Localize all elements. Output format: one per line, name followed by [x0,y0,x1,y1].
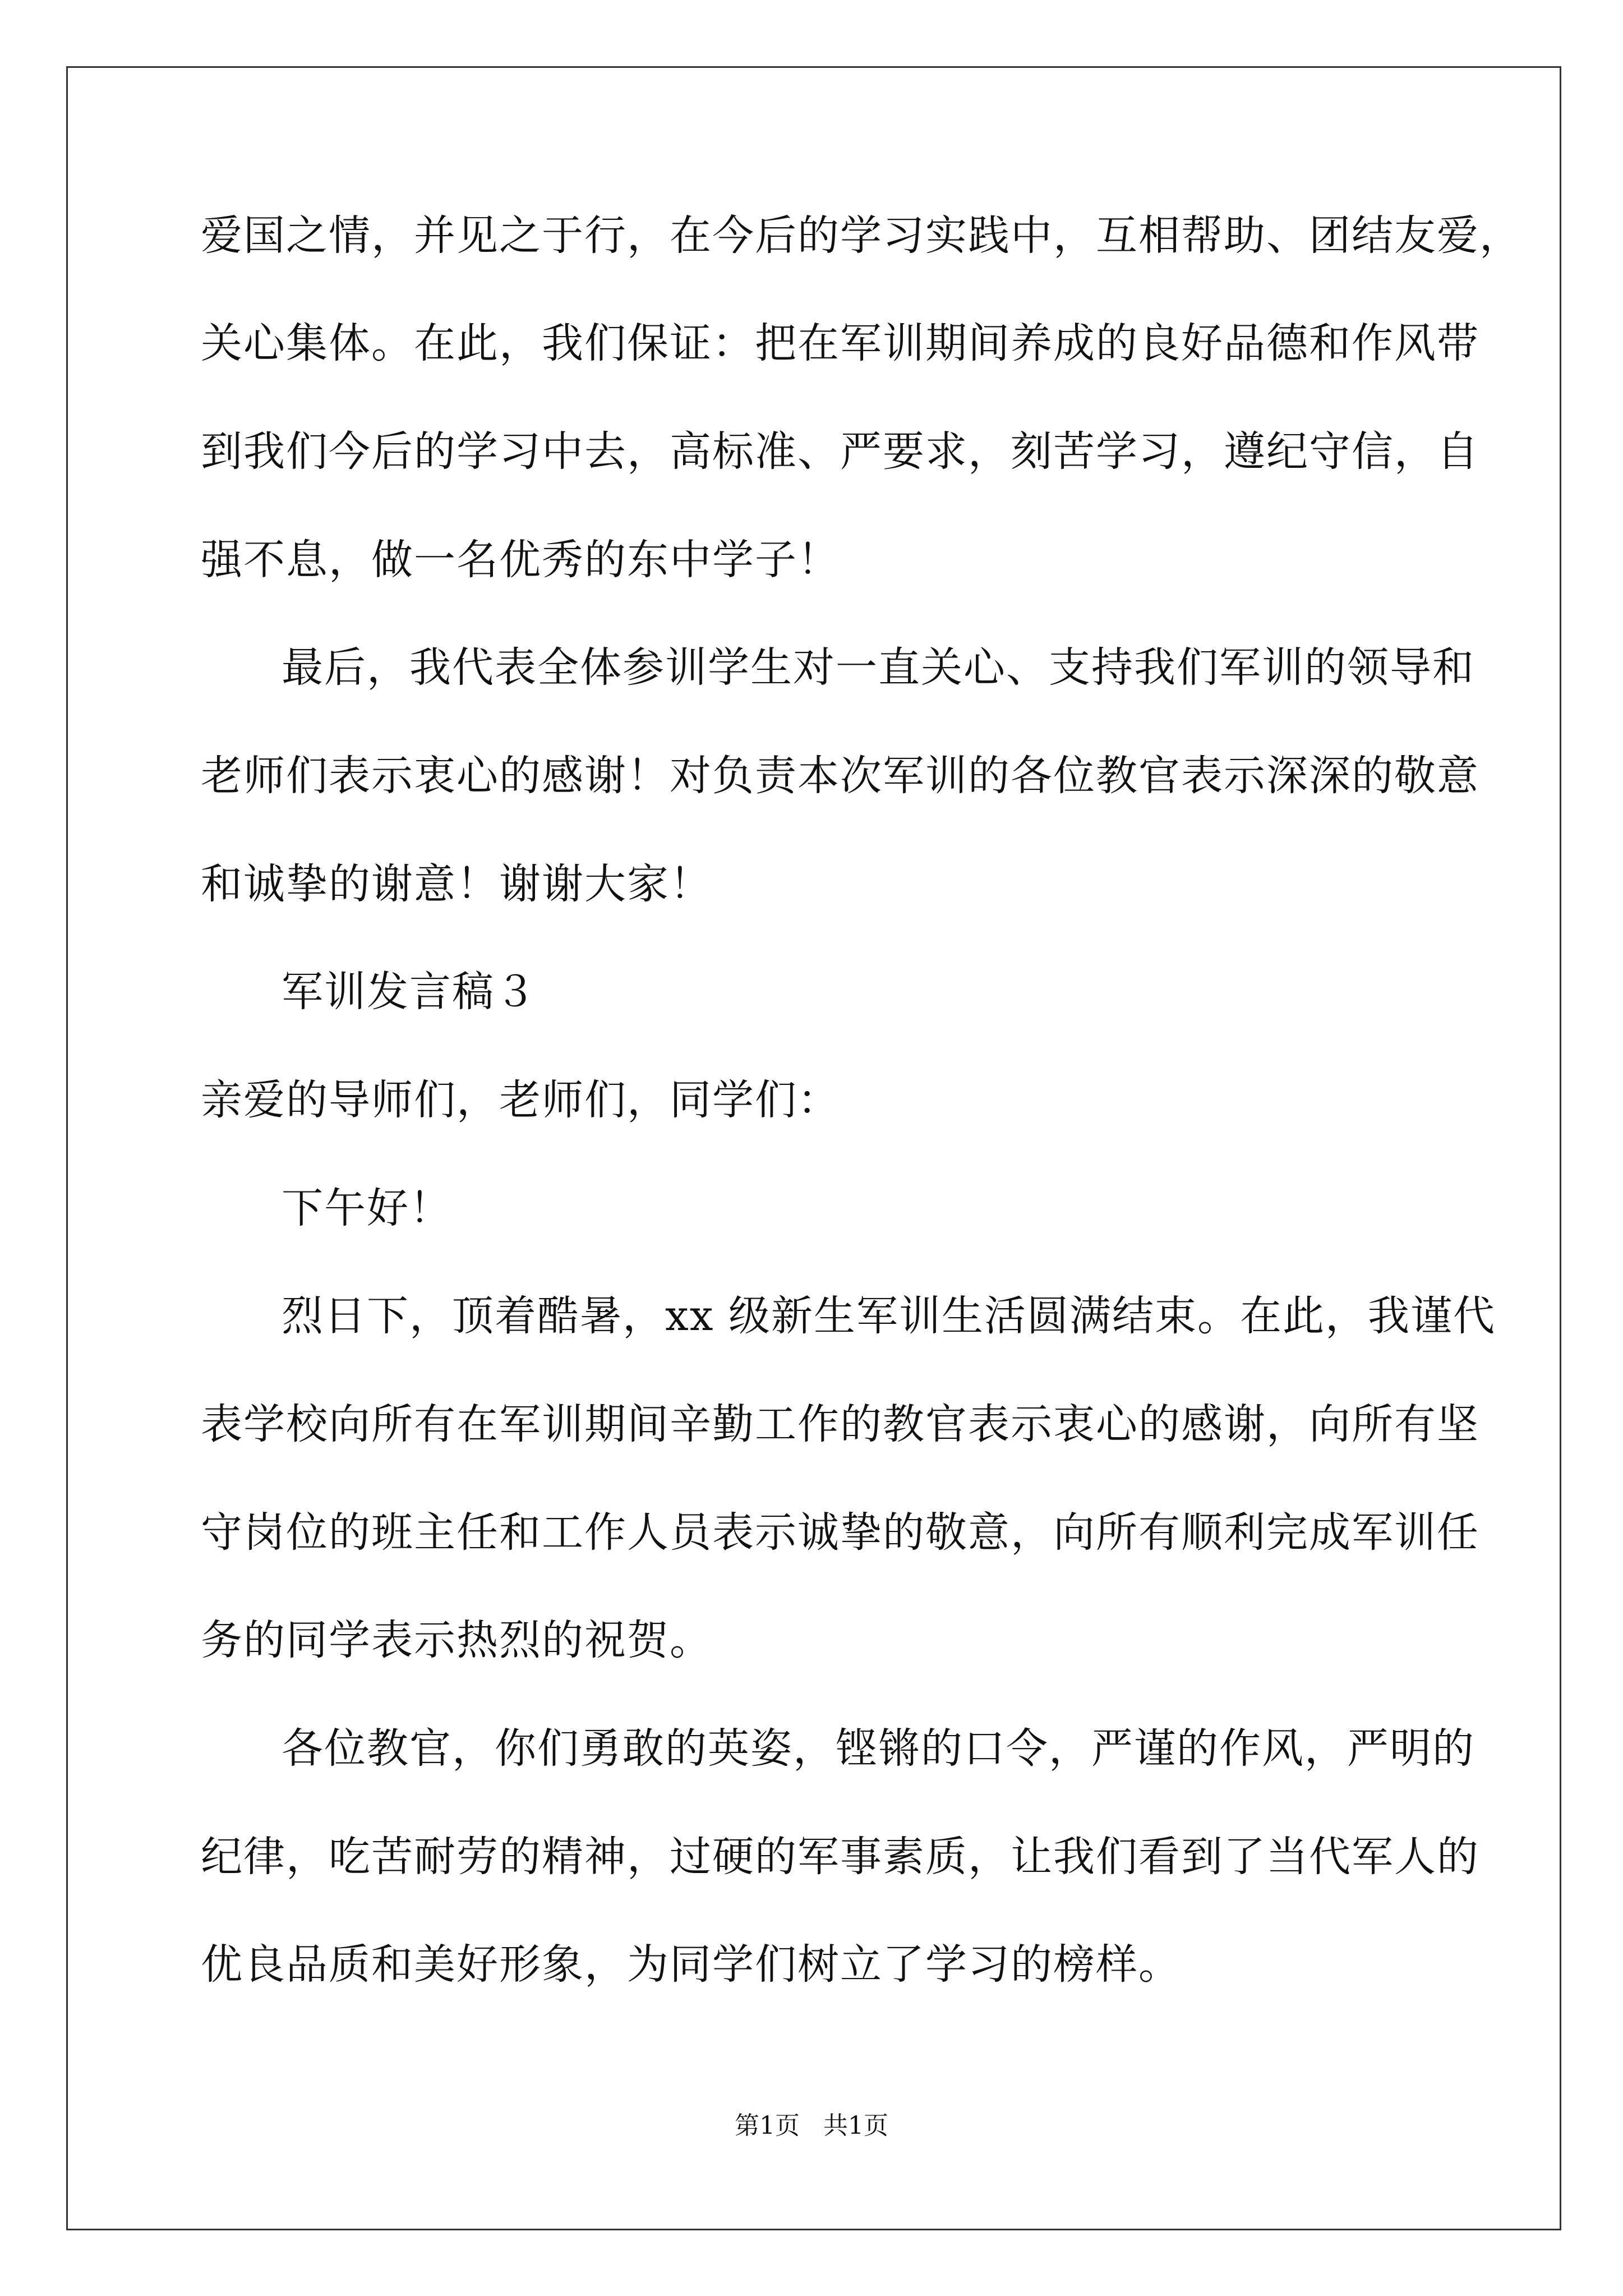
text-line: 强不息，做一名优秀的东中学子！ [201,536,840,584]
text-line: 守岗位的班主任和工作人员表示诚挚的敬意，向所有顺利完成军训任 [201,1508,1479,1557]
text-line: 各位教官，你们勇敢的英姿，铿锵的口令，严谨的作风，严明的 [282,1724,1475,1773]
text-line: 务的同学表示热烈的祝贺。 [201,1616,712,1664]
salutation: 亲爱的导师们，老师们，同学们： [201,1076,840,1124]
text-line: 和诚挚的谢意！谢谢大家！ [201,860,712,908]
text-line: 优良品质和美好形象，为同学们树立了学习的榜样。 [201,1940,1181,1989]
greeting: 下午好！ [282,1184,452,1232]
text-line: 最后，我代表全体参训学生对一直关心、支持我们军训的领导和 [282,643,1475,692]
text-line: 关心集体。在此，我们保证：把在军训期间养成的良好品德和作风带 [201,319,1479,367]
page-footer: 第1页 共1页 [735,2111,888,2140]
page-border [66,66,1561,2230]
text-line: 纪律，吃苦耐劳的精神，过硬的军事素质，让我们看到了当代军人的 [201,1833,1479,1881]
text-line: 到我们今后的学习中去，高标准、严要求，刻苦学习，遵纪守信，自 [201,427,1479,476]
section-heading: 军训发言稿３ [282,968,537,1016]
text-line: 老师们表示衷心的感谢！对负责本次军训的各位教官表示深深的敬意 [201,752,1479,800]
text-line: 爱国之情，并见之于行，在今后的学习实践中，互相帮助、团结友爱， [201,211,1522,260]
text-line: 表学校向所有在军训期间辛勤工作的教官表示衷心的感谢，向所有坚 [201,1400,1479,1448]
text-line: 烈日下，顶着酷暑，xx 级新生军训生活圆满结束。在此，我谨代 [282,1292,1496,1340]
